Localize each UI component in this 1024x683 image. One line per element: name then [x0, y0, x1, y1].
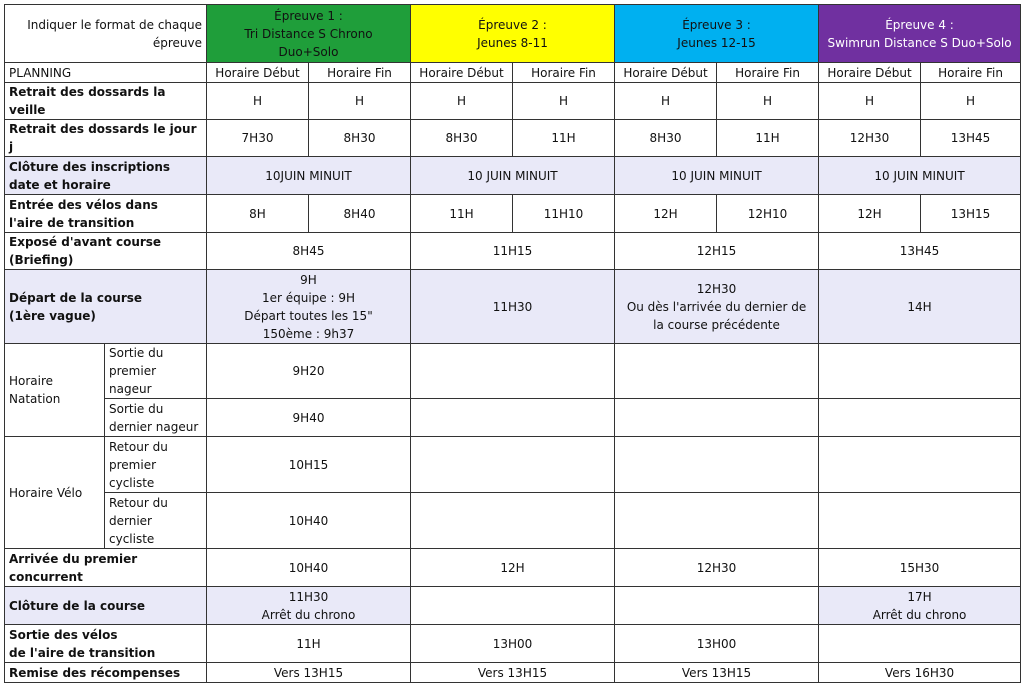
- cell-retrait-veille: H: [309, 83, 411, 120]
- row-label-retrait-veille: Retrait des dossards la veille: [5, 83, 207, 120]
- cell-retrait-jour: 7H30: [207, 120, 309, 157]
- cell-cloture-course: 17H Arrêt du chrono: [819, 587, 1021, 625]
- cell-depart: 11H30: [411, 270, 615, 344]
- cell-retrait-veille: H: [819, 83, 921, 120]
- sub-label-natation: Sortie du premier nageur: [105, 344, 207, 399]
- cell-briefing: 13H45: [819, 233, 1021, 270]
- sub-label-natation: Sortie du dernier nageur: [105, 399, 207, 437]
- row-label-depart: Départ de la course (1ère vague): [5, 270, 207, 344]
- sub-label-velo: Retour du dernier cycliste: [105, 493, 207, 549]
- cell-velo: 10H40: [207, 493, 411, 549]
- cell-retrait-jour: 11H: [513, 120, 615, 157]
- cell-recompenses: Vers 13H15: [411, 663, 615, 683]
- cell-sortie-velos: 13H00: [615, 625, 819, 663]
- cell-sortie-velos: 13H00: [411, 625, 615, 663]
- cell-cloture-course: 11H30 Arrêt du chrono: [207, 587, 411, 625]
- cell-retrait-jour: 8H30: [309, 120, 411, 157]
- cell-retrait-jour: 13H45: [921, 120, 1021, 157]
- cell-natation: 9H40: [207, 399, 411, 437]
- cell-arrivee: 15H30: [819, 549, 1021, 587]
- cell-empty: [411, 437, 615, 493]
- event-3-header: Épreuve 3 : Jeunes 12-15: [615, 5, 819, 63]
- cell-empty: [411, 493, 615, 549]
- cell-retrait-veille: H: [411, 83, 513, 120]
- event-1-end-header: Horaire Fin: [309, 63, 411, 83]
- cell-natation: 9H20: [207, 344, 411, 399]
- row-label-natation: Horaire Natation: [5, 344, 105, 437]
- cell-cloture-course: [615, 587, 819, 625]
- row-label-sortie-velos: Sortie des vélos de l'aire de transition: [5, 625, 207, 663]
- row-label-briefing: Exposé d'avant course (Briefing): [5, 233, 207, 270]
- planning-label: PLANNING: [5, 63, 207, 83]
- cell-velo: 10H15: [207, 437, 411, 493]
- cell-depart: 14H: [819, 270, 1021, 344]
- cell-entree-velos: 11H: [411, 195, 513, 233]
- row-label-recompenses: Remise des récompenses: [5, 663, 207, 683]
- cell-briefing: 8H45: [207, 233, 411, 270]
- row-label-arrivee: Arrivée du premier concurrent: [5, 549, 207, 587]
- cell-empty: [615, 493, 819, 549]
- cell-entree-velos: 11H10: [513, 195, 615, 233]
- event-3-end-header: Horaire Fin: [717, 63, 819, 83]
- cell-briefing: 11H15: [411, 233, 615, 270]
- cell-cloture-inscriptions: 10JUIN MINUIT: [207, 157, 411, 195]
- cell-sortie-velos: 11H: [207, 625, 411, 663]
- cell-empty: [819, 399, 1021, 437]
- cell-cloture-inscriptions: 10 JUIN MINUIT: [411, 157, 615, 195]
- sub-label-velo: Retour du premier cycliste: [105, 437, 207, 493]
- cell-entree-velos: 8H: [207, 195, 309, 233]
- cell-retrait-jour: 12H30: [819, 120, 921, 157]
- event-1-start-header: Horaire Début: [207, 63, 309, 83]
- event-4-end-header: Horaire Fin: [921, 63, 1021, 83]
- cell-recompenses: Vers 16H30: [819, 663, 1021, 683]
- cell-empty: [411, 399, 615, 437]
- cell-cloture-course: [411, 587, 615, 625]
- cell-recompenses: Vers 13H15: [207, 663, 411, 683]
- row-label-cloture-course: Clôture de la course: [5, 587, 207, 625]
- cell-retrait-veille: H: [921, 83, 1021, 120]
- cell-empty: [615, 344, 819, 399]
- cell-entree-velos: 8H40: [309, 195, 411, 233]
- cell-retrait-jour: 8H30: [411, 120, 513, 157]
- row-label-velo: Horaire Vélo: [5, 437, 105, 549]
- row-label-retrait-jour: Retrait des dossards le jour j: [5, 120, 207, 157]
- event-3-start-header: Horaire Début: [615, 63, 717, 83]
- cell-empty: [819, 437, 1021, 493]
- cell-recompenses: Vers 13H15: [615, 663, 819, 683]
- event-4-start-header: Horaire Début: [819, 63, 921, 83]
- event-2-start-header: Horaire Début: [411, 63, 513, 83]
- cell-retrait-jour: 8H30: [615, 120, 717, 157]
- cell-sortie-velos: [819, 625, 1021, 663]
- row-label-entree-velos: Entrée des vélos dans l'aire de transition: [5, 195, 207, 233]
- event-2-end-header: Horaire Fin: [513, 63, 615, 83]
- cell-empty: [615, 399, 819, 437]
- cell-retrait-jour: 11H: [717, 120, 819, 157]
- corner-label: Indiquer le format de chaque épreuve: [5, 5, 207, 63]
- cell-retrait-veille: H: [207, 83, 309, 120]
- cell-entree-velos: 13H15: [921, 195, 1021, 233]
- event-1-header: Épreuve 1 : Tri Distance S Chrono Duo+Solo: [207, 5, 411, 63]
- schedule-table: [4, 4, 1021, 683]
- cell-depart: 9H 1er équipe : 9H Départ toutes les 15" 150ème : 9h37: [207, 270, 411, 344]
- cell-retrait-veille: H: [717, 83, 819, 120]
- cell-entree-velos: 12H: [819, 195, 921, 233]
- cell-cloture-inscriptions: 10 JUIN MINUIT: [615, 157, 819, 195]
- cell-entree-velos: 12H: [615, 195, 717, 233]
- cell-depart: 12H30 Ou dès l'arrivée du dernier de la course précédente: [615, 270, 819, 344]
- cell-retrait-veille: H: [513, 83, 615, 120]
- cell-empty: [819, 493, 1021, 549]
- cell-empty: [411, 344, 615, 399]
- cell-entree-velos: 12H10: [717, 195, 819, 233]
- cell-cloture-inscriptions: 10 JUIN MINUIT: [819, 157, 1021, 195]
- cell-retrait-veille: H: [615, 83, 717, 120]
- cell-empty: [819, 344, 1021, 399]
- event-2-header: Épreuve 2 : Jeunes 8-11: [411, 5, 615, 63]
- cell-arrivee: 12H: [411, 549, 615, 587]
- cell-arrivee: 10H40: [207, 549, 411, 587]
- cell-arrivee: 12H30: [615, 549, 819, 587]
- cell-briefing: 12H15: [615, 233, 819, 270]
- cell-empty: [615, 437, 819, 493]
- event-4-header: Épreuve 4 : Swimrun Distance S Duo+Solo: [819, 5, 1021, 63]
- row-label-cloture-inscriptions: Clôture des inscriptions date et horaire: [5, 157, 207, 195]
